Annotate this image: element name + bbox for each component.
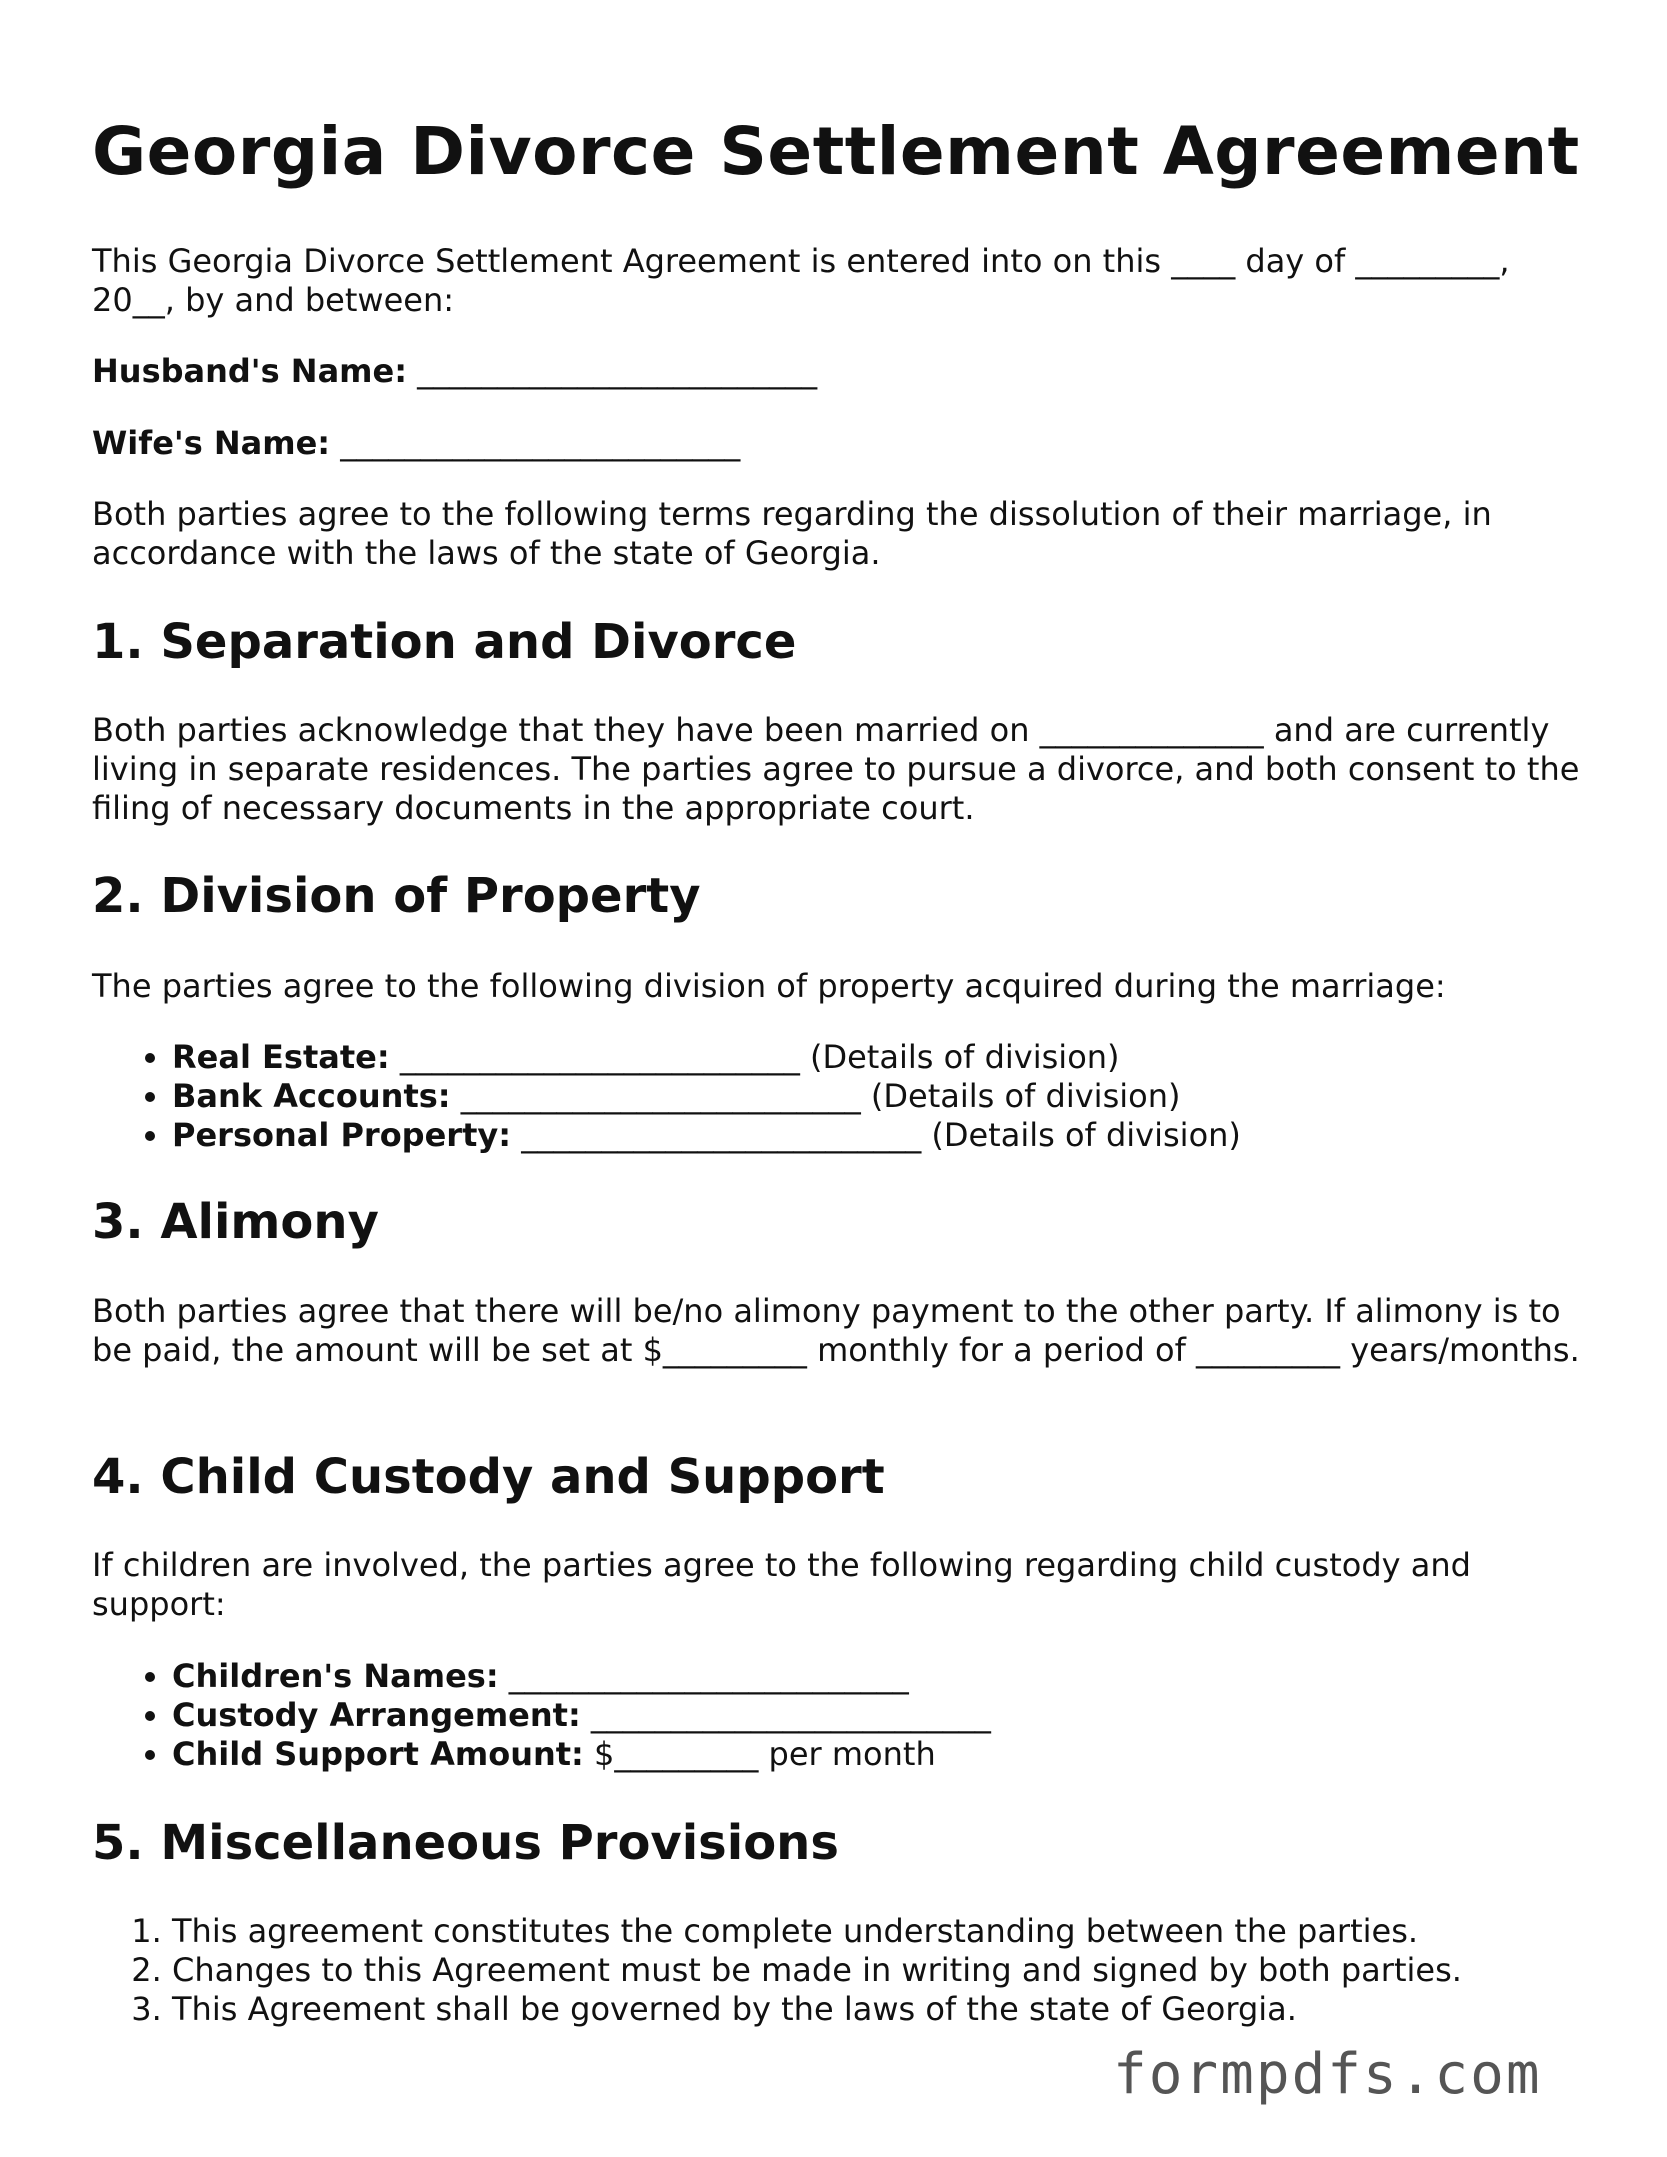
list-item: • Bank Accounts: _________________________ (Details of division) xyxy=(172,1077,1241,1116)
list-item: • Personal Property: _________________________ (Details of division) xyxy=(172,1116,1241,1155)
section-heading-child-custody: 4. Child Custody and Support xyxy=(92,1449,885,1505)
husband-name-line xyxy=(92,352,1582,391)
list-item: 1. This agreement constitutes the complete understanding between the parties. xyxy=(172,1912,1462,1951)
watermark-logo: formpdfs.com xyxy=(1113,2042,1542,2107)
wife-name-line xyxy=(92,424,1582,463)
husband-name-blank: _________________________ xyxy=(407,352,818,390)
section-heading-alimony: 3. Alimony xyxy=(92,1194,379,1250)
wife-name-blank: _________________________ xyxy=(330,424,741,462)
document-title: Georgia Divorce Settlement Agreement xyxy=(92,113,1580,190)
property-list xyxy=(92,1038,1241,1155)
wife-name-label: Wife's Name: xyxy=(92,424,331,462)
section-body-property: The parties agree to the following division of property acquired during the marriage: xyxy=(92,967,1446,1005)
list-item: • Real Estate: _________________________ (Details of division) xyxy=(172,1038,1241,1077)
section-heading-property: 2. Division of Property xyxy=(92,868,701,924)
list-item: • Children's Names: _________________________ xyxy=(172,1657,991,1696)
list-item: 2. Changes to this Agreement must be made in writing and signed by both parties. xyxy=(172,1951,1462,1990)
child-custody-list xyxy=(92,1657,991,1774)
miscellaneous-list xyxy=(92,1912,1462,2029)
preamble-paragraph: Both parties agree to the following terms regarding the dissolution of their marriage, in accordance with the laws of the state of Georgia. xyxy=(92,495,1492,572)
husband-name-label: Husband's Name: xyxy=(92,352,407,390)
intro-paragraph: This Georgia Divorce Settlement Agreement is entered into on this ____ day of _________, 20__, by and between: xyxy=(92,242,1510,319)
section-body-child-custody: If children are involved, the parties agree to the following regarding child custody and support: xyxy=(92,1546,1471,1623)
list-item: • Child Support Amount: $_________ per month xyxy=(172,1735,991,1774)
section-body-alimony: Both parties agree that there will be/no alimony payment to the other party. If alimony is to be paid, the amount will be set at $_________ monthly for a period of _________ years/months. xyxy=(92,1292,1580,1369)
list-item: • Custody Arrangement: _________________________ xyxy=(172,1696,991,1735)
section-heading-separation: 1. Separation and Divorce xyxy=(92,614,797,670)
list-item: 3. This Agreement shall be governed by the laws of the state of Georgia. xyxy=(172,1990,1462,2029)
section-body-separation: Both parties acknowledge that they have been married on ______________ and are currently living in separate residences. The parties agree to pursue a divorce, and both consent to the filing of necessary documents in the appropriate court. xyxy=(92,711,1580,827)
section-heading-miscellaneous: 5. Miscellaneous Provisions xyxy=(92,1815,839,1871)
